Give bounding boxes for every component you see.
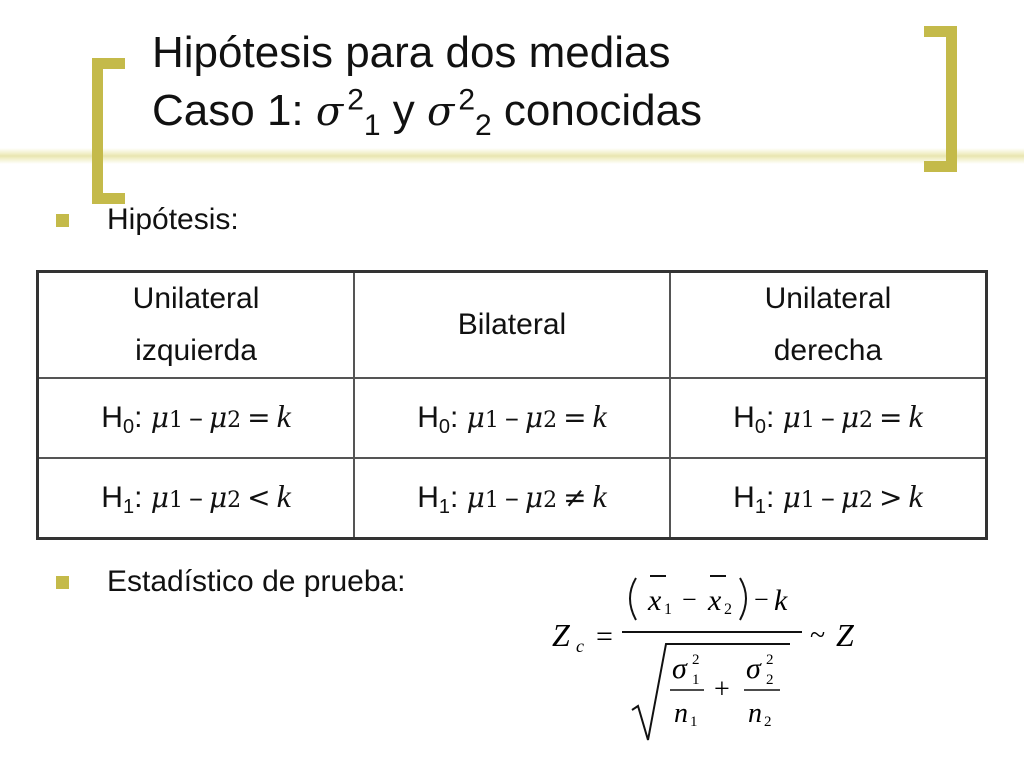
mu-symbol: μ (208, 480, 228, 514)
numerator-minus-k: − (754, 585, 769, 614)
title-connector: y (380, 86, 428, 135)
minus-sign: – (504, 480, 519, 514)
hyp-colon: : (765, 400, 783, 434)
hyp-index: 1 (754, 495, 766, 518)
slide-title (152, 24, 702, 141)
sigma-symbol-1: σ (315, 89, 344, 135)
mu-symbol: μ (524, 480, 544, 514)
hyp-label: H (417, 400, 439, 434)
sigma1-index: 1 (363, 108, 381, 142)
mu-index: 1 (168, 407, 183, 433)
sigma1: σ (672, 652, 687, 685)
mu-index: 2 (227, 407, 242, 433)
relation-sign: < (247, 480, 271, 514)
k-constant: k (908, 477, 923, 514)
plus-sign: + (714, 674, 730, 705)
header-two-tailed (354, 272, 670, 379)
mu-index: 1 (800, 407, 815, 433)
paren-right (740, 578, 746, 620)
hyp-index: 1 (438, 495, 450, 518)
hyp-index: 1 (122, 495, 135, 518)
hyp-label: H (733, 480, 755, 514)
sigma2-exponent: 2 (458, 83, 476, 117)
relation-sign: = (563, 400, 587, 434)
mu-symbol: μ (840, 480, 860, 514)
mu-symbol: μ (208, 400, 228, 434)
mu-symbol: μ (150, 480, 169, 514)
title-decoration-band (0, 148, 1024, 164)
mu-index: 1 (484, 407, 499, 433)
minus-sign: – (188, 480, 203, 514)
header-left-line1: Unilateral (132, 282, 260, 315)
hyp-label: H (101, 480, 123, 514)
mu-index: 2 (859, 407, 874, 433)
k-constant: k (592, 477, 607, 514)
mu-symbol: μ (840, 400, 860, 434)
minus-sign: – (504, 400, 519, 434)
relation-sign: ≠ (563, 480, 587, 514)
table-row-h1 (38, 458, 987, 539)
n1-sub: 1 (690, 714, 698, 730)
numerator-x1-sub: 1 (664, 601, 672, 618)
bullet-square-icon (56, 214, 69, 227)
numerator-x2: x (708, 584, 722, 617)
hyp-label: H (417, 480, 439, 514)
header-left-line2: izquierda (135, 334, 257, 367)
title-line-2 (152, 82, 702, 141)
sigma-symbol-2: σ (427, 89, 455, 135)
bullet-square-icon (56, 576, 69, 589)
k-constant: k (908, 397, 923, 434)
mu-symbol: μ (782, 400, 801, 434)
header-two-tailed-label: Bilateral (457, 308, 567, 341)
mu-symbol: μ (150, 400, 169, 434)
mu-index: 2 (543, 487, 558, 513)
mu-symbol: μ (466, 400, 485, 434)
k-constant: k (276, 397, 291, 434)
header-right-line2: derecha (773, 334, 883, 367)
mu-index: 2 (859, 487, 874, 513)
header-right-line1: Unilateral (764, 282, 892, 315)
hyp-colon: : (765, 480, 783, 514)
hyp-label: H (101, 400, 123, 434)
numerator-x1: x (648, 584, 662, 617)
n2-sub: 2 (764, 714, 772, 730)
sigma2-index: 2 (475, 108, 492, 142)
cell-h1-left (38, 458, 355, 539)
hyp-colon: : (450, 480, 467, 514)
cell-h0-right (670, 378, 987, 458)
left-bracket-decoration (92, 58, 125, 204)
hyp-index: 0 (122, 415, 135, 438)
n1: n (674, 698, 688, 729)
table-row-h0 (38, 378, 987, 458)
k-constant: k (276, 477, 291, 514)
mu-index: 1 (800, 487, 815, 513)
test-statistic-formula (540, 560, 880, 750)
numerator-x2-sub: 2 (724, 601, 732, 618)
relation-sign: = (247, 400, 271, 434)
header-left-tailed (38, 272, 355, 379)
hyp-colon: : (450, 400, 467, 434)
cell-h0-two (354, 378, 670, 458)
sigma2: σ (746, 652, 761, 685)
mu-symbol: μ (466, 480, 485, 514)
formula-lhs: Z (552, 617, 570, 653)
mu-index: 2 (543, 407, 558, 433)
bullet-statistic-label: Estadístico de prueba: (107, 565, 406, 598)
sigma1-square: 2 (692, 652, 700, 668)
paren-left (630, 578, 636, 620)
bullet-hypotheses (56, 202, 239, 238)
numerator-k: k (774, 584, 788, 617)
formula-rhs: Z (836, 617, 854, 653)
table-header-row (38, 272, 987, 379)
mu-symbol: μ (782, 480, 801, 514)
minus-sign: – (820, 480, 835, 514)
n2: n (748, 698, 762, 729)
sigma1-sub: 1 (692, 672, 700, 688)
formula-equals: = (596, 620, 613, 653)
header-right-tailed (670, 272, 987, 379)
title-suffix: conocidas (491, 86, 703, 135)
mu-symbol: μ (524, 400, 544, 434)
relation-sign: = (879, 400, 903, 434)
mu-index: 1 (168, 487, 183, 513)
cell-h0-left (38, 378, 355, 458)
right-bracket-decoration (924, 26, 957, 172)
cell-h1-two (354, 458, 670, 539)
title-line-1: Hipótesis para dos medias (152, 28, 671, 77)
cell-h1-right (670, 458, 987, 539)
title-prefix: Caso 1: (152, 86, 316, 135)
hyp-colon: : (134, 400, 151, 434)
bullet-hypotheses-label: Hipótesis: (107, 203, 239, 236)
hyp-index: 0 (438, 415, 450, 438)
hyp-colon: : (134, 480, 151, 514)
hyp-label: H (733, 400, 755, 434)
sigma2-square: 2 (766, 652, 774, 668)
minus-sign: – (820, 400, 835, 434)
hyp-index: 0 (754, 415, 766, 438)
sigma2-sub: 2 (766, 672, 774, 688)
formula-tilde: ~ (810, 620, 826, 651)
hypothesis-table (36, 270, 988, 540)
k-constant: k (592, 397, 607, 434)
minus-sign: – (188, 400, 203, 434)
mu-index: 1 (484, 487, 499, 513)
relation-sign: > (879, 480, 903, 514)
numerator-minus: − (682, 585, 697, 614)
sigma1-exponent: 2 (347, 83, 364, 117)
formula-lhs-sub: c (576, 636, 584, 656)
mu-index: 2 (227, 487, 242, 513)
bullet-test-statistic (56, 564, 406, 600)
